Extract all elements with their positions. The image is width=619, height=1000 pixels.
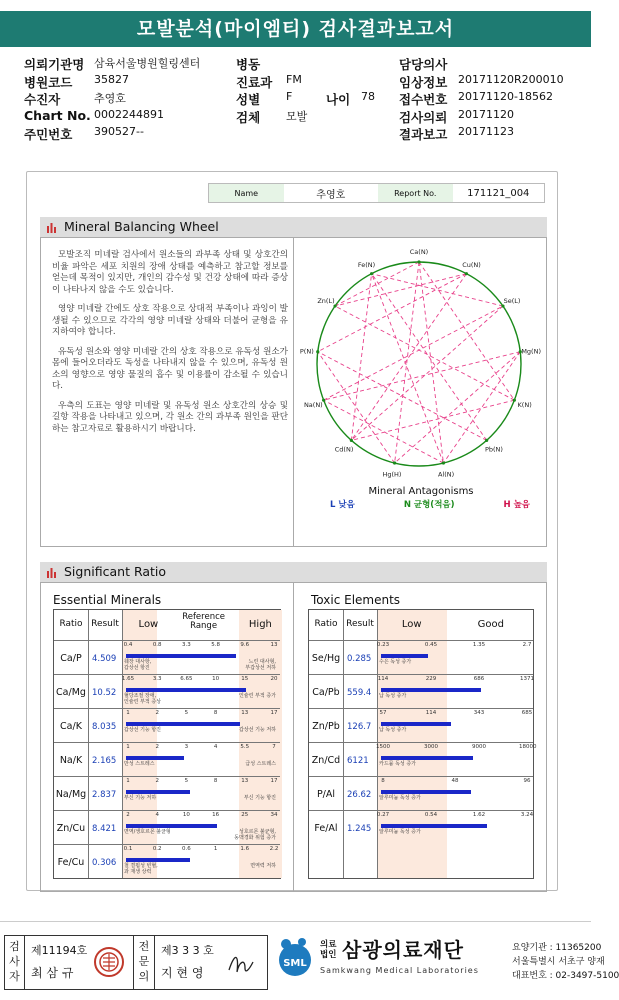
tick-label: 3 <box>184 744 189 750</box>
row-divider <box>309 640 533 641</box>
tick-label: 5.8 <box>211 642 220 648</box>
header-value: 35827 <box>94 72 129 86</box>
ratio-bar <box>381 688 481 692</box>
inspector-name: 최 삼 규 <box>31 966 74 980</box>
antagonism-line <box>324 352 521 400</box>
tick-label: 0.2 <box>152 846 162 852</box>
name-label: Name <box>209 184 284 202</box>
wheel-paragraph-2: 영양 미네랄 간에도 상호 작용으로 상대적 부족이나 과잉이 발생될 수 있으므로 각각의 영양 미네랄 상태와 더불어 균형을 유지하여야 합니다. <box>52 304 288 337</box>
row-divider <box>309 674 533 675</box>
row-divider <box>54 674 280 675</box>
tick-label: 18000 <box>519 744 537 750</box>
row-divider <box>54 776 280 777</box>
header-key: 성별 <box>236 92 261 107</box>
tick-label: 0.23 <box>376 642 390 648</box>
tick-label: 1 <box>126 778 130 784</box>
tick-label: 34 <box>270 812 278 818</box>
header-key: 병원코드 <box>24 74 73 90</box>
tick-label: 13 <box>241 710 249 716</box>
wheel-node <box>501 304 504 307</box>
tick-label: 10 <box>212 676 220 682</box>
org-prefix: 의료 법인 <box>320 940 337 960</box>
ratio-divider <box>293 582 294 892</box>
ratio-name: Zn/Pb <box>312 721 340 732</box>
tick-label: 5.5 <box>240 744 250 750</box>
tick-label: 3000 <box>424 744 438 750</box>
note-left: 카드뮴 독성 증가 <box>379 761 416 767</box>
ratio-bar <box>126 688 246 692</box>
ratio-value: 126.7 <box>347 722 372 732</box>
tick-label: 1 <box>126 710 130 716</box>
row-divider <box>309 708 533 709</box>
row-divider <box>309 776 533 777</box>
tick-label: 343 <box>473 710 485 716</box>
ratio-header: Ratio <box>59 619 83 629</box>
ratio-value: 1.245 <box>347 824 372 834</box>
header-value: 삼육서울병원힐링센터 <box>94 57 201 70</box>
note-left: 납 독성 증가 <box>379 727 407 733</box>
footer-divider <box>0 921 591 922</box>
tick-label: 9000 <box>472 744 486 750</box>
inspector-license: 제11194호 <box>31 944 88 957</box>
wheel-caption: Mineral Antagonisms <box>368 486 474 497</box>
tick-label: 15 <box>241 676 249 682</box>
tick-label: 25 <box>241 812 249 818</box>
wheel-node <box>393 461 396 464</box>
tick-label: 8 <box>213 710 218 716</box>
tick-label: 2 <box>126 812 130 818</box>
ratio-bar <box>126 654 236 658</box>
org-info-1: 요양기관 : 11365200 <box>512 943 602 953</box>
wheel-label: Cu(N) <box>462 260 481 269</box>
antagonism-line <box>318 274 467 352</box>
header-key: 수진자 <box>24 92 61 107</box>
antagonism-line <box>395 262 419 463</box>
legend-low: L 낮음 <box>330 500 355 510</box>
row-divider <box>54 742 280 743</box>
wheel-paragraph-3: 유독성 원소와 영양 미네랄 간의 상호 작용으로 유독성 원소가 몸에 들어오더라도 독성을 나타내지 않을 수 있으며, 유독성 원소의 영향으로 영양 물질의 흡수 및 이용률이 감소될 수 있습니다. <box>52 346 288 391</box>
ratio-bar <box>381 722 451 726</box>
tick-label: 20 <box>270 676 278 682</box>
note-right: 부신 기능 항진 <box>243 795 276 801</box>
ratio-name: Ca/P <box>60 653 82 664</box>
report-no-label: Report No. <box>378 184 453 202</box>
wheel-label: Fe(N) <box>357 260 376 269</box>
essential-title: Essential Minerals <box>53 593 162 607</box>
antagonism-line <box>318 352 487 441</box>
toxic-table <box>308 609 537 879</box>
antagonism-line <box>335 262 419 306</box>
ratio-value: 4.509 <box>92 654 117 664</box>
col-divider <box>343 610 344 878</box>
wheel-label: Se(L) <box>503 296 521 305</box>
wheel-description <box>52 250 288 443</box>
seal-stamp-icon <box>93 946 125 978</box>
ratio-heading: Significant Ratio <box>64 564 167 579</box>
note-right: 성호르몬 불균형, 동맥경화 위험 증가 <box>234 829 276 841</box>
row-divider <box>54 640 280 641</box>
tick-label: 0.6 <box>182 846 191 852</box>
wheel-section-heading <box>40 217 547 237</box>
ratio-bar <box>126 790 190 794</box>
antagonism-line <box>443 352 520 463</box>
note-right: 인슐린 부적 증가 <box>239 693 276 699</box>
header-key: 임상정보 <box>399 74 448 90</box>
tick-label: 0.1 <box>123 846 133 852</box>
wheel-legend <box>330 498 530 510</box>
tick-label: 686 <box>473 676 485 682</box>
row-divider <box>54 844 280 845</box>
note-left: 만성 스트레스 <box>124 761 155 767</box>
ratio-name: Zn/Cu <box>56 823 86 834</box>
tick-label: 17 <box>270 778 278 784</box>
tick-label: 3.3 <box>182 642 191 648</box>
org-name: 삼광의료재단 <box>342 938 464 962</box>
header-value: 78 <box>361 90 375 103</box>
tick-label: 1500 <box>376 744 390 750</box>
header-value: 추영호 <box>94 92 126 105</box>
inspector-label: 검사자 <box>5 936 25 989</box>
tick-label: 2.7 <box>522 642 532 648</box>
tick-label: 17 <box>270 710 278 716</box>
ratio-bar <box>126 756 184 760</box>
ratio-value: 6121 <box>347 756 369 766</box>
antagonism-line <box>318 352 395 463</box>
ratio-value: 26.62 <box>347 790 372 800</box>
header-value: F <box>286 90 293 103</box>
ratio-name: Ca/K <box>60 721 82 732</box>
wheel-heading: Mineral Balancing Wheel <box>64 219 219 234</box>
wheel-node <box>316 350 319 353</box>
tick-label: 685 <box>521 710 533 716</box>
ratio-header: Ratio <box>314 619 338 629</box>
specialist-label: 전문의 <box>133 936 155 989</box>
wheel-label: K(N) <box>517 401 532 410</box>
note-right: 급성 스트레스 <box>245 761 276 767</box>
wheel-paragraph-4: 우측의 도표는 영양 미네랄 및 유독성 원소 상호간의 상승 및 길항 작용을 나타내고 있으며, 각 원소 간의 과부족 원인을 판단하는 참고자료로 활용하시기 바랍니다. <box>52 400 288 434</box>
ratio-value: 0.285 <box>347 654 372 664</box>
header-key: 담당의사 <box>399 57 448 72</box>
wheel-label: P(N) <box>299 347 314 356</box>
ratio-name: Zn/Cd <box>311 755 341 766</box>
wheel-label: Cd(N) <box>334 445 354 454</box>
ratio-bar <box>381 756 473 760</box>
ratio-name: Se/Hg <box>311 653 341 664</box>
row-divider <box>309 810 533 811</box>
note-left: 철 결핍성 빈혈, 과 재생 상력 <box>124 863 158 875</box>
tick-label: 2 <box>155 778 159 784</box>
wheel-circle <box>317 262 521 466</box>
signature-icon <box>225 948 261 978</box>
antagonism-line <box>324 400 444 463</box>
result-header: Result <box>346 619 374 629</box>
ratio-bar <box>381 654 428 658</box>
header-key: 의뢰기관명 <box>24 57 85 72</box>
antagonism-line <box>372 274 503 306</box>
ratio-name: Ca/Mg <box>56 687 86 698</box>
ratio-value: 8.035 <box>92 722 117 732</box>
tick-label: 0.4 <box>123 642 133 648</box>
essential-table <box>53 609 281 879</box>
low-header: Low <box>138 619 159 630</box>
wheel-node <box>485 439 488 442</box>
tick-label: 1 <box>213 846 218 852</box>
note-left: 알루미늄 독성 증가 <box>379 795 421 801</box>
good-header: Good <box>477 619 504 630</box>
ratio-name: Fe/Cu <box>57 857 85 868</box>
tick-label: 7 <box>272 744 276 750</box>
wheel-node <box>513 399 516 402</box>
ratio-name: Ca/Pb <box>312 687 340 698</box>
wheel-label: Mg(N) <box>521 347 542 356</box>
bar-chart-icon <box>46 221 58 233</box>
note-right: 갑상선 기능 저하 <box>239 727 276 733</box>
header-key: Chart No. <box>24 107 91 123</box>
row-divider <box>54 708 280 709</box>
note-left: 알루미늄 독성 증가 <box>379 829 421 835</box>
ratio-section-heading <box>40 562 547 582</box>
wheel-label: Hg(H) <box>382 470 402 479</box>
toxic-title: Toxic Elements <box>311 593 401 607</box>
note-right: 면역력 저하 <box>250 863 276 869</box>
ratio-value: 0.306 <box>92 858 117 868</box>
tick-label: 114 <box>425 710 437 716</box>
ratio-bar <box>126 858 190 862</box>
ratio-value: 10.52 <box>92 688 117 698</box>
note-left: 췌장 대사항, 갑상선 항진 <box>124 659 152 671</box>
wheel-node <box>465 272 468 275</box>
header-key: 진료과 <box>236 74 273 90</box>
tick-label: 96 <box>523 778 531 784</box>
header-value: 390527-- <box>94 125 144 138</box>
antagonism-line <box>372 274 487 441</box>
antagonism-line <box>419 262 514 400</box>
note-left: 수은 독성 증가 <box>379 659 412 665</box>
tick-label: 0.54 <box>424 812 438 818</box>
header-value: FM <box>286 72 302 86</box>
wheel-node <box>417 260 420 263</box>
ratio-bar <box>381 824 487 828</box>
note-right: 느린 대사형, 부갑상선 저하 <box>245 659 276 671</box>
specialist-license: 제3 3 3 호 <box>161 944 214 957</box>
tick-label: 3.24 <box>520 812 534 818</box>
ratio-bar <box>126 722 240 726</box>
tick-label: 1.6 <box>240 846 250 852</box>
wheel-paragraph-1: 모발조직 미네랄 검사에서 원소들의 과부족 상태 및 상호간의 비율 파악은 세포 치원의 장애 상태를 예측하고 참고할 정보를 얻는데 목적이 있지만, 개인의 감수성 및 건강 상태에 따라 증상이 나타나지 않을 수도 있습니다. <box>52 250 288 295</box>
tick-label: 0.45 <box>424 642 438 648</box>
note-left: 혈당조절 장애, 인슐린 부적 증상 <box>124 693 161 705</box>
header-value: 20171120-18562 <box>458 90 553 103</box>
header-key: 검체 <box>236 109 261 125</box>
legend-high: H 높음 <box>503 500 530 510</box>
tick-label: 10 <box>182 812 190 818</box>
tick-label: 4 <box>155 812 159 818</box>
report-title: 모발분석(마이엠티) 검사결과보고서 <box>0 11 591 47</box>
patient-namebox <box>208 183 545 203</box>
tick-label: 1.62 <box>472 812 486 818</box>
tick-label: 229 <box>425 676 437 682</box>
tick-label: 3.3 <box>152 676 162 682</box>
tick-label: 1.35 <box>472 642 486 648</box>
tick-label: 13 <box>241 778 249 784</box>
ratio-bar <box>381 790 471 794</box>
legend-normal: N 균형(적음) <box>403 500 455 510</box>
header-key: 주민번호 <box>24 127 73 142</box>
wheel-node <box>350 439 353 442</box>
wheel-node <box>442 461 445 464</box>
ratio-name: Na/Mg <box>55 789 87 800</box>
tick-label: 4 <box>213 744 218 750</box>
patient-name: 추영호 <box>316 189 346 201</box>
tick-label: 2 <box>155 710 159 716</box>
tick-label: 2 <box>155 744 159 750</box>
tick-label: 57 <box>379 710 387 716</box>
ratio-value: 2.837 <box>92 790 117 800</box>
bar-chart-icon <box>46 566 58 578</box>
tick-label: 48 <box>451 778 459 784</box>
wheel-label: Al(N) <box>437 470 455 479</box>
header-value: 모발 <box>286 109 308 123</box>
ratio-name: P/Al <box>316 789 336 800</box>
report-no: 171121_004 <box>467 187 530 199</box>
result-header: Result <box>91 619 119 629</box>
tick-label: 5 <box>184 778 189 784</box>
header-value: 0002244891 <box>94 107 164 121</box>
ratio-name: Fe/Al <box>314 823 338 834</box>
org-info-2: 서울특별시 서초구 양재 <box>512 957 605 967</box>
tick-label: 114 <box>377 676 389 682</box>
tick-label: 6.65 <box>180 676 193 682</box>
note-left: 부신 기능 저하 <box>124 795 157 801</box>
ratio-value: 8.421 <box>92 824 117 834</box>
tick-label: 1 <box>126 744 130 750</box>
sml-logo-text: SML <box>283 958 307 969</box>
header-key: 병동 <box>236 57 261 72</box>
tick-label: 8 <box>213 778 218 784</box>
header-value: 20171120R200010 <box>458 72 564 86</box>
note-left: 면역/생호르몬 불균형 <box>124 829 171 835</box>
tick-label: 0.27 <box>376 812 390 818</box>
col-divider <box>88 610 89 878</box>
ratio-value: 2.165 <box>92 756 117 766</box>
antagonism-line <box>335 274 466 306</box>
signature-box <box>4 935 268 990</box>
high-header: High <box>248 619 272 630</box>
header-key: 나이 <box>326 92 351 107</box>
header-value: 20171123 <box>458 125 514 138</box>
note-left: 갑상선 기능 항진 <box>124 727 161 733</box>
wheel-label: Na(N) <box>303 401 323 410</box>
header-key: 결과보고 <box>399 127 448 142</box>
reference-header: Reference Range <box>182 612 225 631</box>
wheel-label: Zn(L) <box>317 296 335 305</box>
tick-label: 0.8 <box>152 642 162 648</box>
header-key: 검사의뢰 <box>399 109 448 125</box>
ratio-name: Na/K <box>59 755 83 766</box>
wheel-node <box>333 304 336 307</box>
tick-label: 13 <box>270 642 278 648</box>
tick-label: 9.6 <box>240 642 250 648</box>
sml-logo-icon <box>272 936 318 980</box>
header-value: 20171120 <box>458 107 514 121</box>
tick-label: 8 <box>381 778 385 784</box>
wheel-label: Ca(N) <box>409 248 429 256</box>
ratio-value: 559.4 <box>347 688 372 698</box>
note-left: 납 독성 증가 <box>379 693 407 699</box>
specialist-name: 지 현 영 <box>161 966 204 980</box>
tick-label: 5 <box>184 710 189 716</box>
header-key: 접수번호 <box>399 92 448 107</box>
row-divider <box>54 810 280 811</box>
tick-label: 2.2 <box>269 846 279 852</box>
org-info-3: 대표번호 : 02-3497-5100 <box>512 971 619 981</box>
low-header: Low <box>401 619 422 630</box>
wheel-label: Pb(N) <box>484 445 503 454</box>
wheel-node <box>370 272 373 275</box>
tick-label: 16 <box>212 812 220 818</box>
tick-label: 1.65 <box>121 676 135 682</box>
ratio-bar <box>126 824 217 828</box>
row-divider <box>309 742 533 743</box>
org-name-en: Samkwang Medical Laboratories <box>320 966 479 975</box>
tick-label: 1371 <box>520 676 534 682</box>
